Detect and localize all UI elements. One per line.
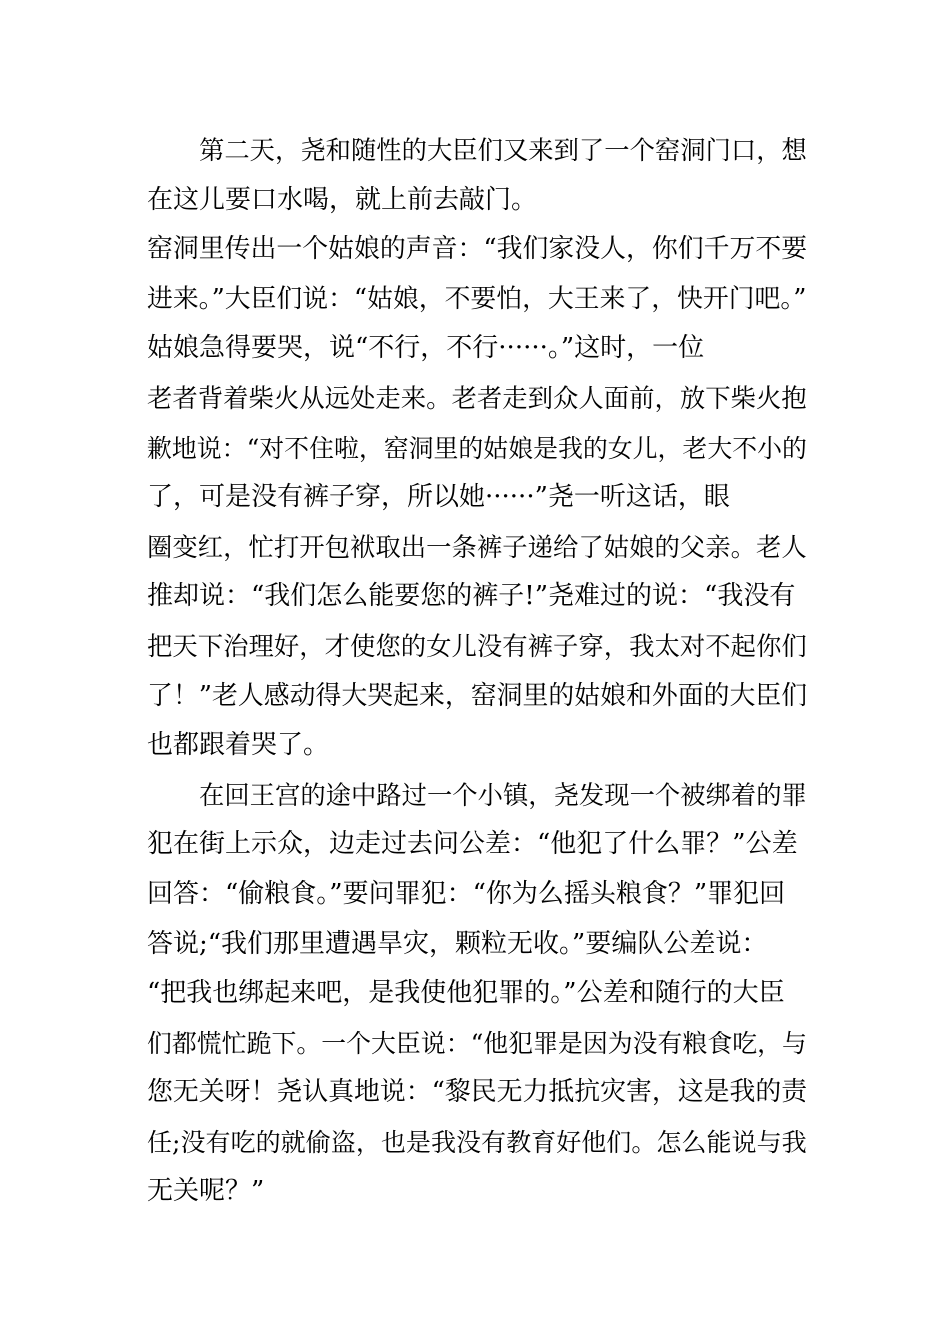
text-line: 在这儿要口水喝，就上前去敲门。 [147,184,538,215]
text-line: 也都跟着哭了。 [147,730,330,761]
body-text [147,126,807,1217]
text-line: 窑洞里传出一个姑娘的声音：“我们家没人，你们千万不要 [147,234,808,265]
text-line: 在回王宫的途中路过一个小镇，尧发现一个被绑着的罪 [199,779,807,810]
text-line: 了！”老人感动得大哭起来，窑洞里的姑娘和外面的大臣们 [147,680,808,711]
text-line: 进来。”大臣们说：“姑娘，不要怕，大王来了，快开门吧。” [147,283,807,314]
text-line: 歉地说：“对不住啦，窑洞里的姑娘是我的女儿，老大不小的 [147,433,807,463]
text-line: 圈变红，忙打开包袱取出一条裤子递给了姑娘的父亲。老人 [147,531,807,562]
text-line: 答说;“我们那里遭遇旱灾，颗粒无收。”要编队公差说： [147,928,768,959]
text-line: 任;没有吃的就偷盗，也是我没有教育好他们。怎么能说与我 [147,1127,807,1157]
text-line: 老者背着柴火从远处走来。老者走到众人面前，放下柴火抱 [147,382,807,413]
text-line: 了，可是没有裤子穿，所以她······”尧一听这话，眼 [147,482,730,513]
text-line: 您无关呀！尧认真地说：“黎民无力抵抗灾害，这是我的责 [147,1077,808,1108]
text-line: 们都慌忙跪下。一个大臣说：“他犯罪是因为没有粮食吃，与 [147,1028,807,1058]
text-line: “把我也绑起来吧，是我使他犯罪的。”公差和随行的大臣 [147,978,785,1009]
text-line: 无关呢？” [147,1176,265,1207]
text-line: 回答：“偷粮食。”要问罪犯：“你为么摇头粮食？”罪犯回 [147,878,786,909]
text-line: 推却说：“我们怎么能要您的裤子!”尧难过的说：“我没有 [147,581,796,612]
text-line: 第二天，尧和随性的大臣们又来到了一个窑洞门口，想 [199,135,807,165]
text-line: 把天下治理好，才使您的女儿没有裤子穿，我太对不起你们 [147,630,807,661]
text-line: 犯在街上示众，边走过去问公差：“他犯了什么罪？”公差 [147,829,798,860]
text-line: 姑娘急得要哭，说“不行，不行······。”这时，一位 [147,333,705,364]
